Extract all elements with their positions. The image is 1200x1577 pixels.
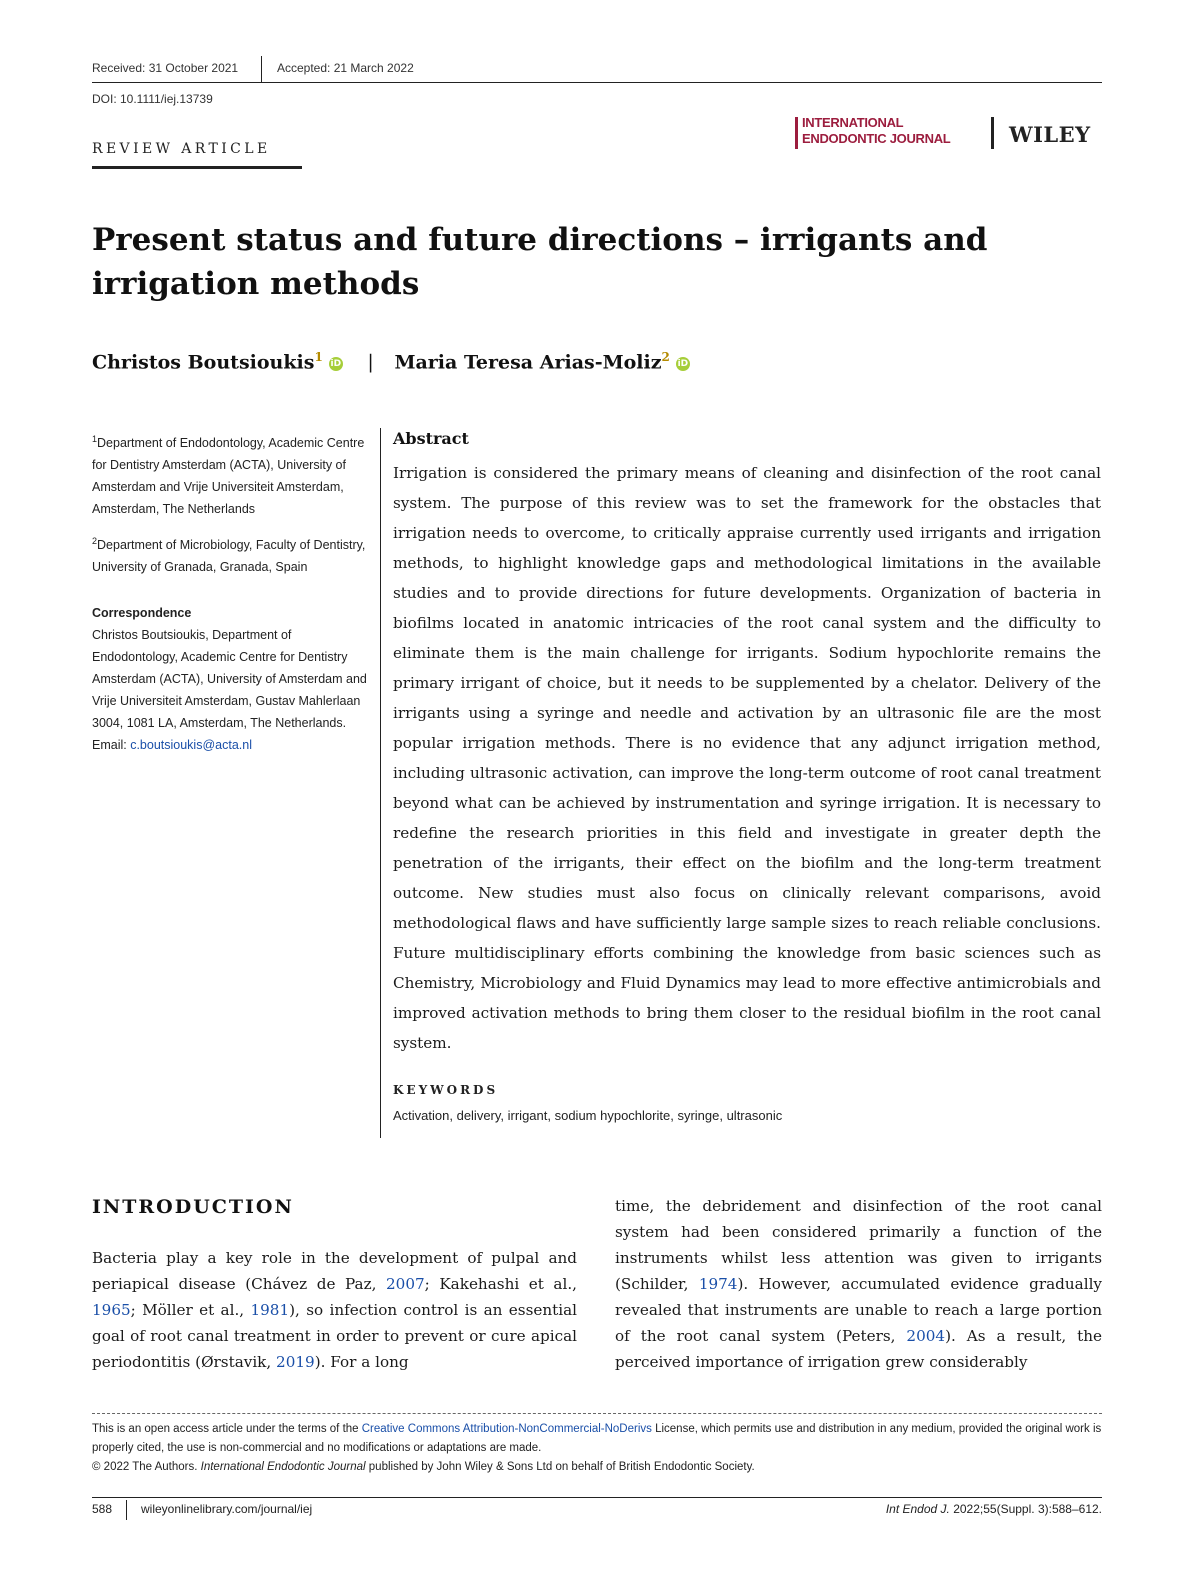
introduction-text-left [92,1245,577,1375]
reference-link[interactable]: 1974 [698,1275,738,1293]
author-affil-marker: 2 [661,350,670,364]
affil-text: Department of Endodontology, Academic Centre for Dentistry Amsterdam (ACTA), University of Amsterdam and Vrije Universiteit Amsterdam, Amsterdam, The Netherlands [92,436,365,517]
logo-divider [991,117,994,149]
correspondence-email [92,734,372,756]
license-link[interactable]: Creative Commons Attribution-NonCommercial-NoDerivs [361,1423,652,1435]
journal-url[interactable]: wileyonlinelibrary.com/journal/iej [141,1502,313,1516]
footer-separator [126,1500,127,1520]
affiliations-panel [92,428,372,756]
header-separator [261,56,262,82]
body-text: ). As a result, the perceived importance of irrigation grew considerably [615,1327,1102,1371]
citation-journal: Int Endod J. [885,1502,950,1516]
journal-logo[interactable] [795,114,1105,154]
author-list [92,350,690,373]
copyright-text: published by John Wiley & Sons Ltd on behalf of British Endodontic Society. [365,1461,755,1473]
body-text: ), so infection control is an essential goal of root canal treatment in order to prevent or cure apical periodontitis (Ørstavik, [92,1301,578,1371]
affil-text: Department of Microbiology, Faculty of Dentistry, University of Granada, Granada, Spain [92,538,366,575]
logo-journal-line2: ENDODONTIC JOURNAL [802,131,951,146]
footnote-rule [92,1413,1102,1414]
page-number: 588 [92,1502,113,1516]
introduction-text-right [615,1193,1102,1375]
keywords-text: Activation, delivery, irrigant, sodium hypochlorite, syringe, ultrasonic [393,1108,783,1123]
abstract-heading: Abstract [393,429,469,448]
doi[interactable]: DOI: 10.1111/iej.13739 [92,92,213,106]
license-text: This is an open access article under the terms of the [92,1423,362,1435]
accepted-date: Accepted: 21 March 2022 [277,61,414,75]
license-footnote [92,1420,1102,1477]
article-title: Present status and future directions – irrigants and irrigation methods [92,222,988,302]
logo-bar [795,117,798,149]
copyright-line [92,1458,1102,1477]
column-divider [380,428,381,1138]
copyright-journal: International Endodontic Journal [200,1461,366,1473]
affiliation [92,428,372,520]
reference-link[interactable]: 2007 [386,1275,425,1293]
citation-details: 2022;55(Suppl. 3):588–612. [949,1502,1102,1516]
author-separator: | [367,351,374,374]
license-line [92,1420,1102,1458]
body-text: ). However, accumulated evidence gradually revealed that instruments are unable to reach a large portion of the root canal system (Peters, [615,1275,1102,1345]
affil-num: 2 [92,536,98,547]
article-type-label: REVIEW ARTICLE [92,141,271,157]
reference-link[interactable]: 2004 [906,1327,946,1345]
body-text: ; Kakehashi et al., [424,1275,577,1293]
received-date: Received: 31 October 2021 [92,61,239,75]
footer-rule [92,1497,1102,1498]
copyright-text: © 2022 The Authors. [92,1461,201,1473]
correspondence-text: Christos Boutsioukis, Department of Endodontology, Academic Centre for Dentistry Amsterdam (ACTA), University of Amsterdam and Vrije Universiteit Amsterdam, Gustav Mahlerlaan 3004, 1081 LA, Amsterdam, The Netherlands. [92,628,367,731]
introduction-heading: INTRODUCTION [92,1196,294,1218]
affil-num: 1 [92,434,98,444]
body-text: Bacteria play a key role in the development of pulpal and periapical disease (Chávez de Paz, [92,1249,577,1293]
publisher-logo: WILEY [1009,122,1091,147]
email-link[interactable]: c.boutsioukis@acta.nl [130,738,252,753]
email-label: Email: [92,738,131,753]
correspondence-heading: Correspondence [92,606,192,621]
citation [790,1502,1102,1516]
abstract-text: Irrigation is considered the primary means of cleaning and disinfection of the root canal system. The purpose of this review was to set the framework for the obstacles that irrigation needs to overcome, to critically appraise currently used irrigants and irrigation methods, to highlight knowledge gaps and methodological limitations in the available studies and to provide directions for future developments. Organization of bacteria in biofilms located in anatomic intricacies of the root canal system and the difficulty to eliminate them is the main challenge for irrigants. Sodium hypochlorite remains the primary irrigant of choice, but it needs to be supplemented by a chelator. Delivery of the irrigants using a syringe and needle and activation by an ultrasonic file are the most popular irrigation methods. There is no evidence that any adjunct irrigation method, including ultrasonic activation, can improve the long-term outcome of root canal treatment beyond what can be achieved by instrumentation and syringe irrigation. It is necessary to redefine the research priorities in this field and investigate in greater depth the penetration of the irrigants, their effect on the biofilm and the long-term treatment outcome. New studies must also focus on clinically relevant comparisons, avoid methodological flaws and have sufficiently large sample sizes to reach reliable conclusions. Future multidisciplinary efforts combining the knowledge from basic sciences such as Chemistry, Microbiology and Fluid Dynamics may lead to more effective antimicrobials and improved activation methods to bring them closer to the residual biofilm in the root canal system. [393,464,1101,1052]
article-type-underline [92,166,302,169]
license-text: License, which permits use and distribution in any medium, provided the original work is properly cited, the use is non-commercial and no modifications or adaptations are made. [92,1423,1102,1454]
author-name[interactable]: Maria Teresa Arias-Moliz [394,351,662,374]
logo-journal-line1: INTERNATIONAL [802,115,904,130]
body-text: ). For a long [314,1353,409,1371]
orcid-icon[interactable]: iD [330,359,342,370]
author-name[interactable]: Christos Boutsioukis [92,351,315,374]
body-text: time, the debridement and disinfection of the root canal system had been considered primarily a function of the instruments whilst less attention was given to irrigants (Schilder, [615,1197,1102,1293]
body-text: ; Möller et al., [130,1301,251,1319]
reference-link[interactable]: 1981 [250,1301,290,1319]
header-rule [92,82,1102,83]
keywords-heading: KEYWORDS [393,1083,499,1097]
author-affil-marker: 1 [314,350,323,364]
orcid-icon[interactable]: iD [677,359,689,370]
affiliation [92,530,372,578]
reference-link[interactable]: 1965 [92,1301,131,1319]
reference-link[interactable]: 2019 [276,1353,315,1371]
